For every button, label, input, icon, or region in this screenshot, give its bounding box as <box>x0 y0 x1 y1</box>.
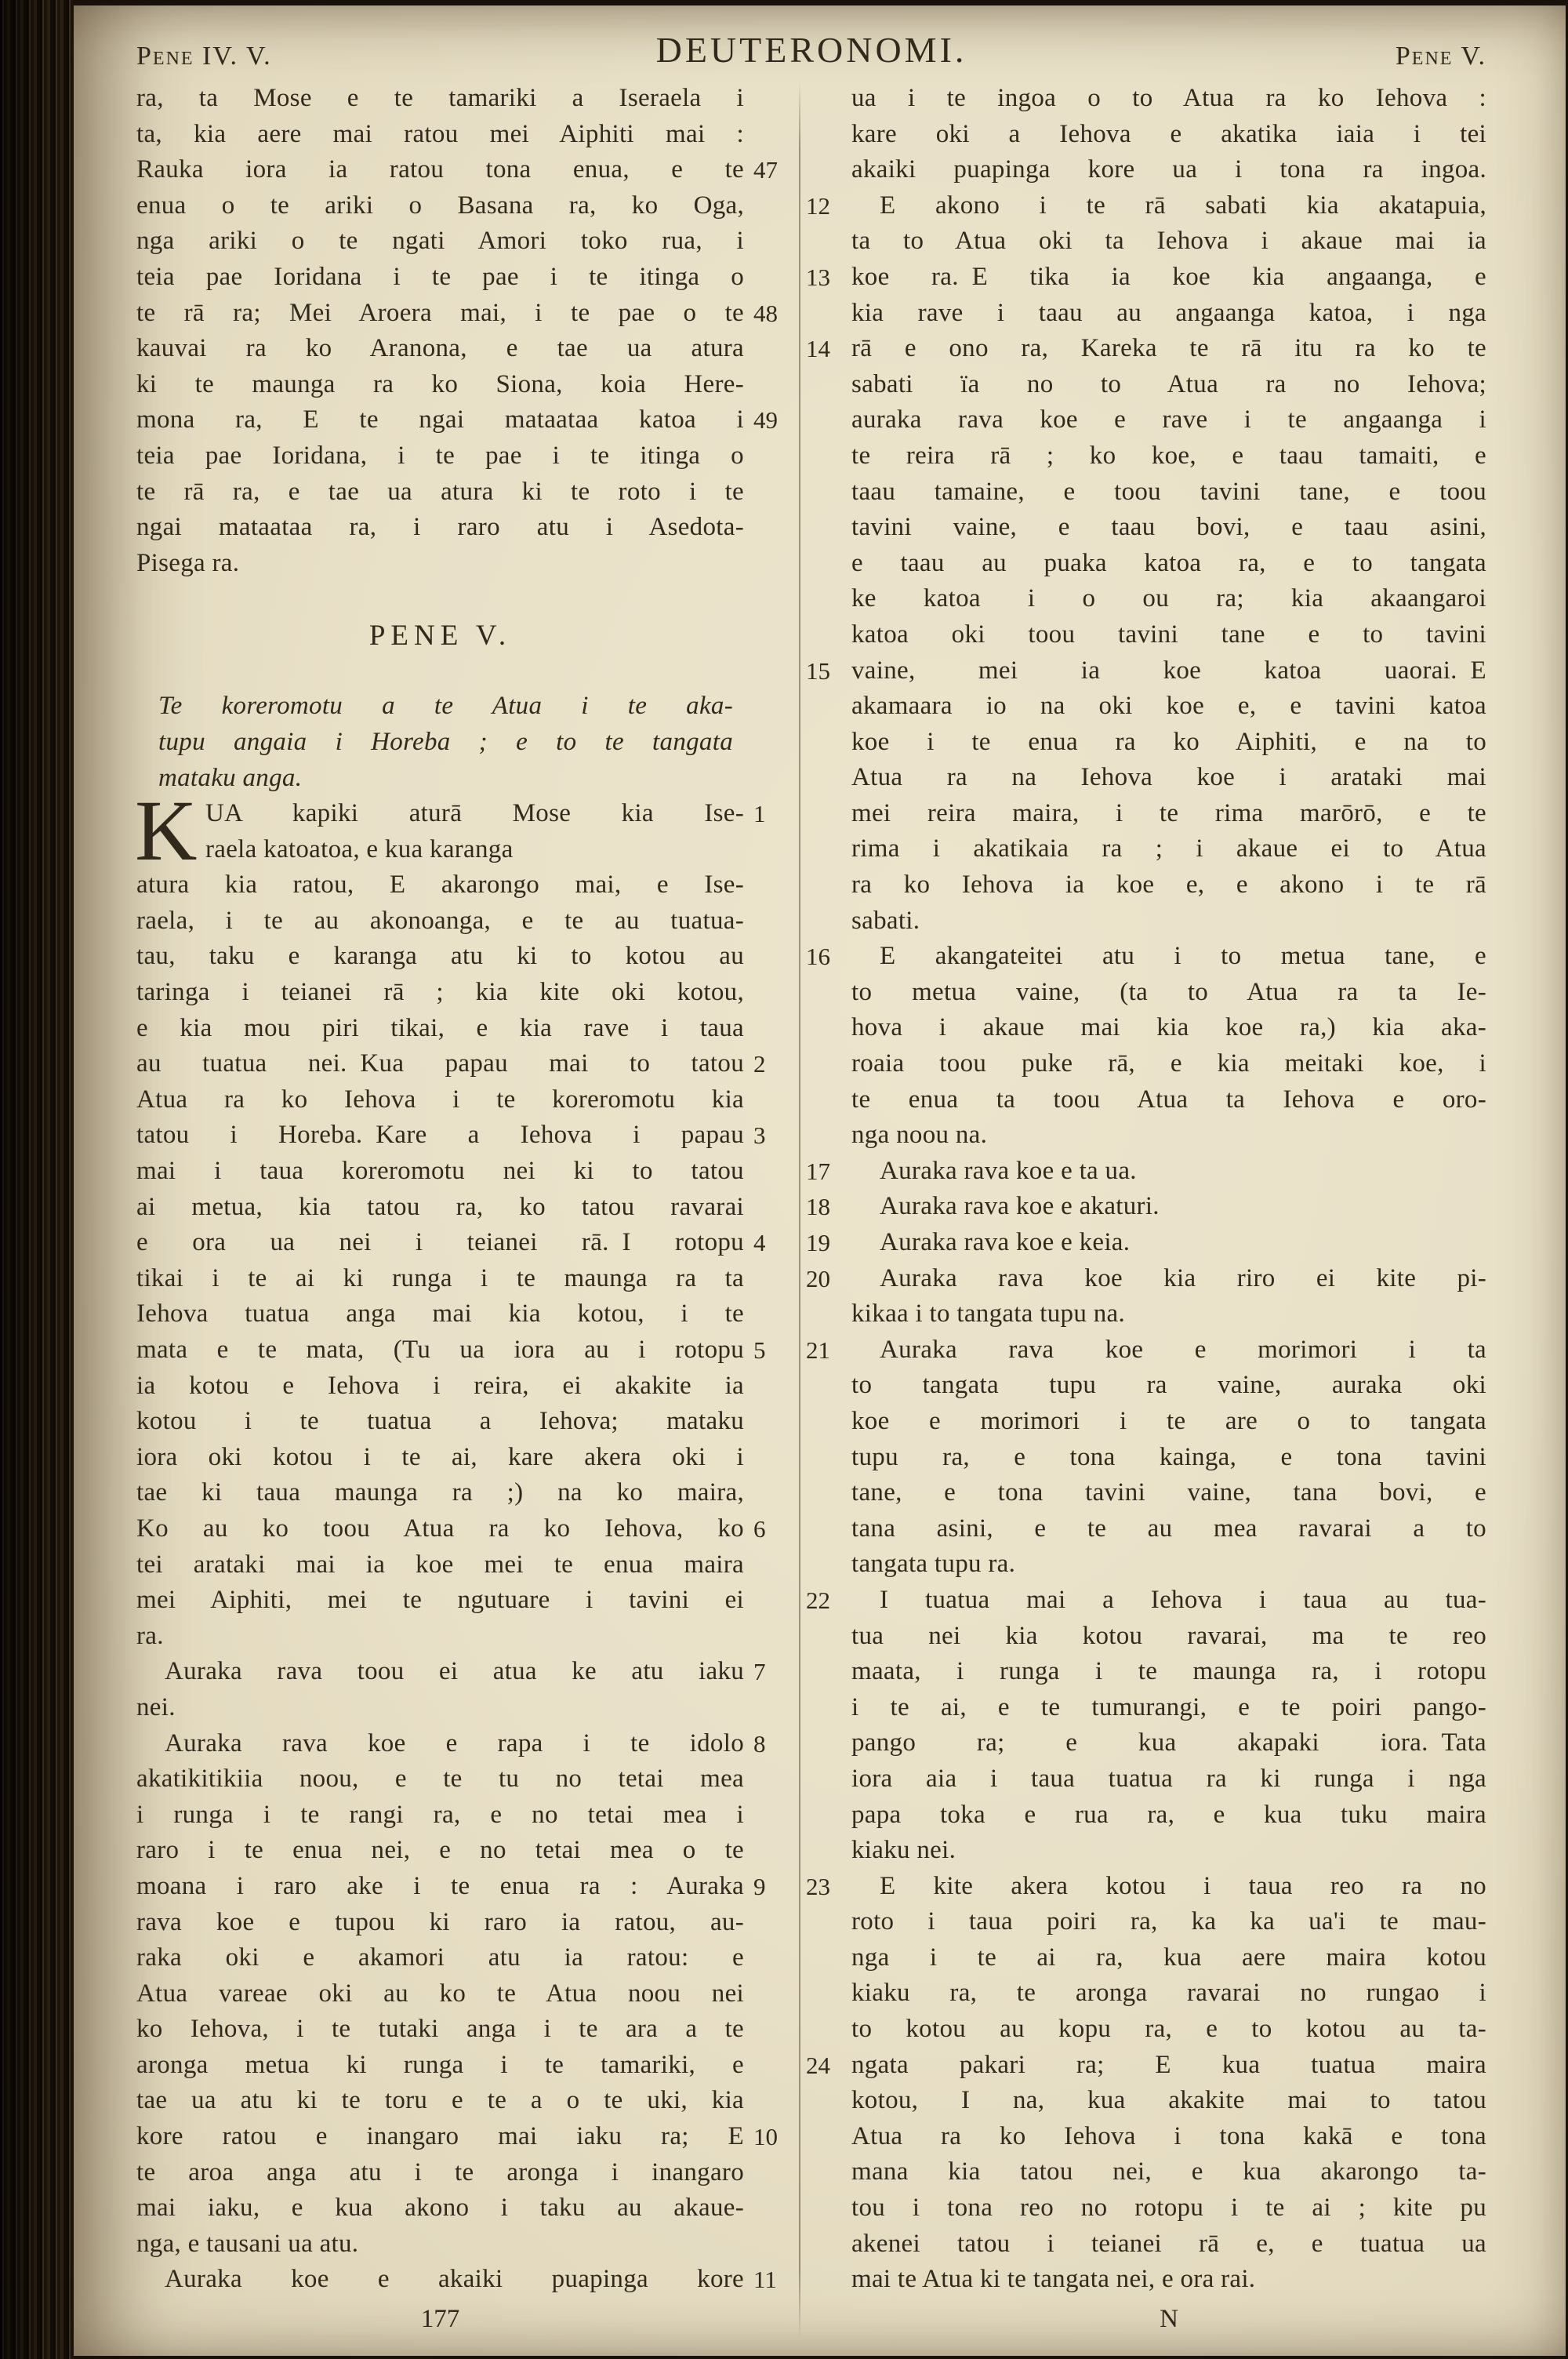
verse-number: 8 <box>753 1729 766 1757</box>
text-line: tae ua atu ki te toru e te a o te uki, kia <box>136 2086 744 2115</box>
chapter-heading: PENE V. <box>368 620 512 652</box>
text-line: papa toka e rua ra, e kua tuku maira <box>851 1800 1486 1829</box>
text-line: tou i tona reo no rotopu i te ai ; kite pu <box>851 2194 1486 2223</box>
text-line: akatikitikiia noou, e te tu no tetai mea <box>136 1765 744 1794</box>
text-line: tane, e tona tavini vaine, tana bovi, e <box>851 1478 1486 1507</box>
text-line: ra, ta Mose e te tamariki a Iseraela i <box>136 84 744 112</box>
verse-number: 2 <box>753 1050 766 1078</box>
header-left-folio: Pene IV. V. <box>136 42 272 71</box>
text-line: E akono i te rā sabati kia akatapuia, 12 <box>851 188 1486 224</box>
verse-number: 12 <box>806 191 830 220</box>
text-line: sabati. <box>851 906 920 935</box>
verse-number: 9 <box>753 1872 766 1900</box>
text-line: UA kapiki aturā Mose kia Ise- K 1 <box>136 796 744 832</box>
text-line: kotou, I na, kua akakite mai to tatou <box>851 2086 1486 2115</box>
text-line: ra ko Iehova ia koe e, e akono i te rā <box>851 871 1486 900</box>
text-line: ta, kia aere mai ratou mei Aiphiti mai : <box>136 119 744 148</box>
text-line: tikai i te ai ki runga i te maunga ra ta <box>136 1263 744 1292</box>
text-line: raro i te enua nei, e no tetai mea o te <box>136 1836 744 1865</box>
running-header <box>136 29 1486 79</box>
text-line: roto i taua poiri ra, ka ka ua'i te mau- <box>851 1907 1486 1936</box>
text-line: kiaku nei. <box>851 1836 956 1865</box>
text-line: roaia toou puke rā, e kia meitaki koe, i <box>851 1049 1486 1078</box>
text-line: ko Iehova, i te tutaki anga i te ara a te <box>136 2015 744 2044</box>
text-line: auraka rava koe e rave i te angaanga i <box>851 405 1486 434</box>
text-line: Auraka rava koe kia riro ei kite pi- 20 <box>851 1261 1486 1297</box>
text-line: e taau au puaka katoa ra, e to tangata <box>851 548 1486 577</box>
text-line: kore ratou e inangaro mai iaku ra; E 10 <box>136 2119 744 2155</box>
signature-mark: N <box>1160 2305 1178 2333</box>
text-line: raela, i te au akonoanga, e te au tuatua- <box>136 906 744 935</box>
text-line: katoa oki toou tavini tane e to tavini <box>851 620 1486 649</box>
text-line: koe e morimori i te are o to tangata <box>851 1406 1486 1435</box>
text-line: hova i akaue mai kia koe ra,) kia aka- <box>851 1013 1486 1042</box>
right-column <box>806 81 1486 2298</box>
text-line: mona ra, E te ngai mataataa katoa i 49 <box>136 402 744 438</box>
text-line: atura kia ratou, E akarongo mai, e Ise- <box>136 871 744 900</box>
text-line: Auraka rava koe e akaturi. 18 <box>851 1189 1486 1225</box>
text-line: te reira rā ; ko koe, e taau tamaiti, e <box>851 441 1486 470</box>
verse-number: 16 <box>806 943 830 971</box>
text-line: kauvai ra ko Aranona, e tae ua atura <box>136 334 744 363</box>
text-line: Auraka rava toou ei atua ke atu iaku 7 <box>136 1654 744 1690</box>
text-line: ta to Atua oki ta Iehova i akaue mai ia <box>851 227 1486 256</box>
text-line: Auraka rava koe e ta ua. 17 <box>851 1154 1486 1190</box>
text-line: moana i raro ake i te enua ra : Auraka 9 <box>136 1869 744 1905</box>
text-line: to kotou au kopu ra, e to kotou au ta- <box>851 2015 1486 2044</box>
text-line: ra. <box>136 1621 164 1650</box>
text-line: mai i taua koreromotu nei ki to tatou <box>136 1157 744 1186</box>
text-line: Ko au ko toou Atua ra ko Iehova, ko 6 <box>136 1511 744 1547</box>
page-title: DEUTERONOMI. <box>655 30 967 70</box>
text-line: taau tamaine, e toou tavini tane, e toou <box>851 477 1486 506</box>
verse-number: 7 <box>753 1658 766 1686</box>
verse-number: 17 <box>806 1157 830 1185</box>
chapter-summary-line: tupu angaia i Horeba ; e to te tangata <box>158 727 733 756</box>
text-line: sabati ïa no to Atua ra no Iehova; <box>851 369 1486 398</box>
text-line: kare oki a Iehova e akatika iaia i tei <box>851 119 1486 148</box>
text-line: koe i te enua ra ko Aiphiti, e na to <box>851 727 1486 756</box>
text-line: Auraka rava koe e morimori i ta 21 <box>851 1332 1486 1369</box>
text-line: tupu ra, e tona kainga, e tona tavini <box>851 1442 1486 1471</box>
text-line: teia pae Ioridana i te pae i te itinga o <box>136 262 744 291</box>
verse-number: 22 <box>806 1586 830 1614</box>
text-line: Auraka koe e akaiki puapinga kore 11 <box>136 2262 744 2298</box>
verse-number: 15 <box>806 656 830 685</box>
text-line: tana asini, e te au mea ravarai a to <box>851 1514 1486 1543</box>
text-line: Iehova tuatua anga mai kia kotou, i te <box>136 1299 744 1329</box>
chapter-summary-line: Te koreromotu a te Atua i te aka- <box>158 692 733 721</box>
text-line: koe ra. E tika ia koe kia angaanga, e 13 <box>851 260 1486 296</box>
verse-number: 23 <box>806 1872 830 1900</box>
text-line: mai iaku, e kua akono i taku au akaue- <box>136 2194 744 2223</box>
verse-number: 3 <box>753 1121 766 1150</box>
text-line: te rā ra, e tae ua atura ki te roto i te <box>136 477 744 506</box>
text-line: raka oki e akamori atu ia ratou: e <box>136 1943 744 1972</box>
text-line: tei arataki mai ia koe mei te enua maira <box>136 1550 744 1579</box>
text-line: mai te Atua ki te tangata nei, e ora rai. <box>851 2265 1256 2294</box>
text-line: tangata tupu ra. <box>851 1550 1016 1579</box>
text-line: tatou i Horeba. Kare a Iehova i papau 3 <box>136 1118 744 1154</box>
text-line: mata e te mata, (Tu ua iora au i rotopu 5 <box>136 1332 744 1369</box>
text-line: enua o te ariki o Basana ra, ko Oga, <box>136 191 744 220</box>
text-line: e kia mou piri tikai, e kia rave i taua <box>136 1013 744 1042</box>
text-line: teia pae Ioridana, i te pae i te itinga o <box>136 441 744 470</box>
text-line: tua nei kia kotou ravarai, ma te reo <box>851 1621 1486 1650</box>
text-line: te aroa anga atu i te aronga i inangaro <box>136 2157 744 2186</box>
verse-number: 5 <box>753 1336 766 1364</box>
text-line: i runga i te rangi ra, e no tetai mea i <box>136 1800 744 1829</box>
verse-number: 10 <box>753 2123 778 2151</box>
verse-number: 21 <box>806 1336 830 1364</box>
text-line: ai metua, kia tatou ra, ko tatou ravarai <box>136 1192 744 1221</box>
text-line: pango ra; e kua akapaki iora. Tata <box>851 1728 1486 1757</box>
left-column <box>135 81 778 2298</box>
text-line: Atua ra ko Iehova i tona kakā e tona <box>851 2121 1486 2150</box>
text-line: I tuatua mai a Iehova i taua au tua- 22 <box>851 1583 1486 1619</box>
page <box>74 5 1566 2356</box>
text-line: tae ki taua maunga ra ;) na ko maira, <box>136 1478 744 1507</box>
drop-cap: K <box>135 783 198 879</box>
verse-number: 1 <box>753 800 766 828</box>
text-line: rava koe e tupou ki raro ia ratou, au- <box>136 1907 744 1936</box>
verse-number: 4 <box>753 1229 766 1257</box>
text-line: Pisega ra. <box>136 548 240 577</box>
text-line: nga ariki o te ngati Amori toko rua, i <box>136 227 744 256</box>
text-line: i te ai, e te tumurangi, e te poiri pango- <box>851 1692 1486 1721</box>
text-line: mei reira maira, i te rima marōrō, e te <box>851 798 1486 827</box>
text-line: iora oki kotou i te ai, kare akera oki i <box>136 1442 744 1471</box>
text-line: rā e ono ra, Kareka te rā itu ra ko te 14 <box>851 331 1486 367</box>
text-line: Atua vareae oki au ko te Atua noou nei <box>136 1979 744 2008</box>
text-line: kotou i te tuatua a Iehova; mataku <box>136 1407 744 1436</box>
text-line: Auraka rava koe e rapa i te idolo 8 <box>136 1726 744 1762</box>
header-right-folio: Pene V. <box>1395 42 1486 71</box>
text-line: Atua ra ko Iehova i te koreromotu kia <box>136 1085 744 1114</box>
verse-number: 49 <box>753 406 778 434</box>
text-line: ke katoa i o ou ra; kia akaangaroi <box>851 584 1486 613</box>
text-line: mana kia tatou nei, e kua akarongo ta- <box>851 2157 1486 2186</box>
text-line: kia rave i taau au angaanga katoa, i nga <box>851 298 1486 327</box>
text-line: E akangateitei atu i to metua tane, e 16 <box>851 939 1486 975</box>
text-line: nga i te ai ra, kua aere maira kotou <box>851 1943 1486 1972</box>
text-line: ua i te ingoa o to Atua ra ko Iehova : <box>851 84 1486 112</box>
column-divider <box>799 81 800 2339</box>
text-line: nga noou na. <box>851 1121 988 1150</box>
text-line: ki te maunga ra ko Siona, koia Here- <box>136 369 744 398</box>
text-line: te enua ta toou Atua ta Iehova e oro- <box>851 1085 1486 1114</box>
verse-number: 48 <box>753 299 778 327</box>
verse-number: 18 <box>806 1193 830 1221</box>
text-line: iora aia i taua tuatua ra ki runga i nga <box>851 1764 1486 1793</box>
text-line: au tuatua nei. Kua papau mai to tatou 2 <box>136 1046 744 1082</box>
verse-number: 24 <box>806 2051 830 2079</box>
text-line: maata, i runga i te maunga ra, i rotopu <box>851 1657 1486 1686</box>
text-line: aronga metua ki runga i te tamariki, e <box>136 2050 744 2079</box>
verse-number: 11 <box>753 2266 777 2294</box>
text-line: akamaara io na oki koe e, e tavini katoa <box>851 692 1486 721</box>
text-line: E kite akera kotou i taua reo ra no 23 <box>851 1869 1486 1905</box>
text-line: nga, e tausani ua atu. <box>136 2229 359 2258</box>
text-line: to metua vaine, (ta to Atua ra ta Ie- <box>851 977 1486 1006</box>
text-line: vaine, mei ia koe katoa uaorai. E 15 <box>851 653 1486 689</box>
text-line: Atua ra na Iehova koe i arataki mai <box>851 763 1486 792</box>
text-line: e ora ua nei i teianei rā. I rotopu 4 <box>136 1225 744 1261</box>
text-line: rima i akatikaia ra ; i akaue ei to Atua <box>851 834 1486 863</box>
text-line: to tangata tupu ra vaine, auraka oki <box>851 1371 1486 1400</box>
text-line: Auraka rava koe e keia. 19 <box>851 1225 1486 1261</box>
text-line: tau, taku e karanga atu ki to kotou au <box>136 942 744 971</box>
text-line: nei. <box>136 1692 176 1721</box>
text-line: tavini vaine, e taau bovi, e taau asini, <box>851 513 1486 542</box>
verse-number: 14 <box>806 335 830 363</box>
verse-number: 6 <box>753 1514 766 1543</box>
text-line: mei Aiphiti, mei te ngutuare i tavini ei <box>136 1586 744 1615</box>
text-line: ngai mataataa ra, i raro atu i Asedota- <box>136 513 744 542</box>
text-line: ngata pakari ra; E kua tuatua maira 24 <box>851 2048 1486 2084</box>
text-line: kiaku ra, te aronga ravarai no rungao i <box>851 1979 1486 2008</box>
text-line: ia kotou e Iehova i reira, ei akakite ia <box>136 1371 744 1400</box>
book-binding-edge <box>0 0 74 2359</box>
verse-number: 20 <box>806 1264 830 1292</box>
text-line: akaiki puapinga kore ua i tona ra ingoa. <box>851 155 1486 184</box>
page-number: 177 <box>420 2305 460 2333</box>
text-line: raela katoatoa, e kua karanga <box>205 834 514 863</box>
verse-number: 13 <box>806 263 830 291</box>
text-line: akenei tatou i teianei rā e, e tuatua ua <box>851 2229 1486 2258</box>
text-line: te rā ra; Mei Aroera mai, i te pae o te 48 <box>136 296 744 332</box>
verse-number: 47 <box>753 156 778 184</box>
text-line: kikaa i to tangata tupu na. <box>851 1299 1125 1329</box>
chapter-summary-line: mataku anga. <box>158 763 303 792</box>
verse-number: 19 <box>806 1229 830 1256</box>
text-line: taringa i teianei rā ; kia kite oki kotou, <box>136 978 744 1007</box>
text-line: Rauka iora ia ratou tona enua, e te 47 <box>136 152 744 188</box>
